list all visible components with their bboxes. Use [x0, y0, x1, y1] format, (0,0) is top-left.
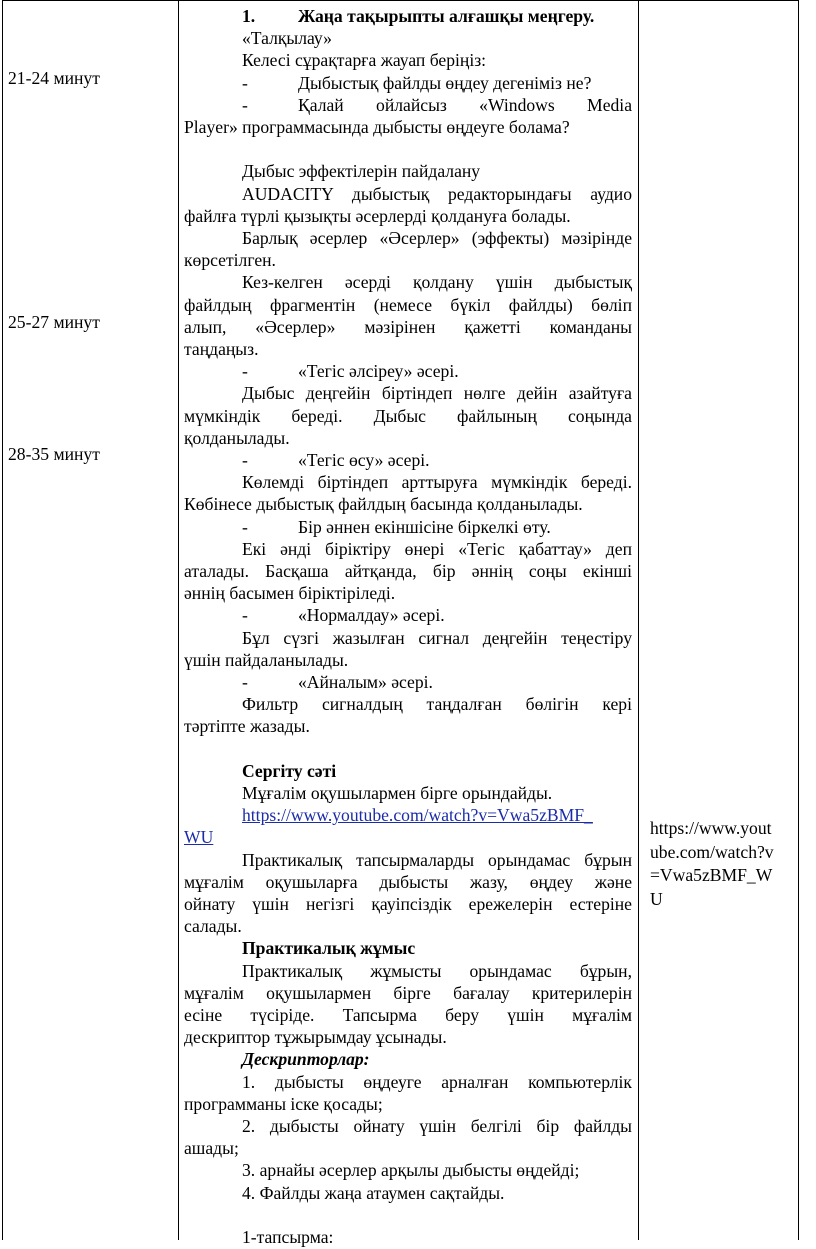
text-line: Дыбыс деңгейін біртіндеп нөлге дейін азайтуға [242, 383, 632, 404]
resource-url-line: =Vwa5zBMF_W [650, 865, 773, 885]
text-line: Кез-келген әсерді қолдану үшін дыбыстық [242, 272, 632, 293]
resource-url-line: https://www.yout [650, 818, 772, 838]
table-border-right [798, 0, 799, 1240]
time-cell-2: 25-27 минут [8, 312, 100, 332]
list-marker: - [242, 94, 248, 115]
list-item-text: Бір әннен екіншісіне біркелкі өту. [298, 516, 551, 537]
text-line: ашады; [184, 1138, 239, 1159]
text-line: көрсетілген. [184, 250, 276, 271]
table-border-left [2, 0, 3, 1240]
text-line: Player» программасында дыбысты өңдеуге болама? [184, 117, 570, 137]
text-line: AUDACITY дыбыстық редакторындағы аудио [242, 183, 632, 204]
text-line: тәртіпте жазады. [184, 716, 310, 737]
text-line: Практикалық тапсырмаларды орындамас бұрын [242, 849, 632, 870]
text-line: дескриптор тұжырымдау ұсынады. [184, 1027, 447, 1048]
text-line: файлға түрлі қызықты әсерлерді қолдануға болады. [184, 205, 571, 226]
text-line: Фильтр сигналдың таңдалған бөлігін кері [242, 694, 632, 715]
text-line: Екі әнді біріктіру өнері «Тегіс қабаттау» деп [242, 538, 632, 559]
text-line: Мұғалім оқушылармен бірге орындайды. [242, 783, 553, 803]
video-link[interactable]: WU [184, 827, 214, 848]
list-marker: 1. [242, 6, 256, 26]
table-border-col2 [638, 0, 639, 1240]
text-line: 1. дыбысты өңдеуге арналған компьютерлік [242, 1071, 632, 1092]
list-marker: - [242, 605, 248, 626]
table-border-col1 [178, 0, 179, 1240]
resource-url-line: U [650, 888, 663, 909]
list-marker: - [242, 72, 248, 93]
text-line: 2. дыбысты ойнату үшін белгілі бір файлды [242, 1116, 632, 1136]
text-line: Көлемді біртіндеп арттыруға мүмкіндік береді. [242, 472, 632, 493]
section-heading: Сергіту сәті [242, 760, 337, 781]
list-item-text: «Тегіс әлсіреу» әсері. [298, 361, 459, 382]
text-line: ойнату үшін негізгі қауіпсіздік ережелерін естеріне [184, 894, 632, 914]
text-line: 1-тапсырма: [242, 1227, 334, 1247]
text-line: 3. арнайы әсерлер арқылы дыбысты өңдейді; [242, 1160, 580, 1181]
text-line: Практикалық жұмысты орындамас бұрын, [242, 960, 632, 981]
text-line: мүмкіндік береді. Дыбыс файлының соңында [184, 405, 632, 426]
text-line: Бұл сүзгі жазылған сигнал деңгейін теңестіру [242, 627, 632, 648]
list-item-text: Дыбыстық файлды өңдеу дегеніміз не? [298, 72, 592, 93]
text-line: мұғалім оқушыларға дыбысты жазу, өңдеу және [184, 871, 632, 892]
list-item-text: «Нормалдау» әсері. [298, 605, 445, 626]
list-marker: - [242, 672, 248, 692]
text-line: Көбінесе дыбыстық файлдың басында қолданылады. [184, 494, 583, 515]
resource-url-line: ube.com/watch?v [650, 841, 774, 862]
list-marker: - [242, 361, 248, 382]
video-link[interactable]: https://www.youtube.com/watch?v=Vwa5zBMF_ [242, 805, 593, 826]
text-line: Дыбыс эффектілерін пайдалану [242, 161, 481, 182]
text-line: «Талқылау» [242, 28, 332, 49]
section-heading: Дескрипторлар: [242, 1049, 370, 1070]
list-item-text: «Айналым» әсері. [298, 672, 433, 692]
time-cell-3: 28-35 минут [8, 444, 100, 464]
text-line: салады. [184, 916, 242, 937]
list-item-text: Қалай ойлайсыз «Windows Media [298, 94, 632, 115]
text-line: Келесі сұрақтарға жауап беріңіз: [242, 50, 487, 71]
text-line: үшін пайдаланылады. [184, 649, 349, 670]
text-line: аталады. Басқаша айтқанда, бір әннің соңы екінші [184, 561, 632, 581]
table-border-top [2, 0, 799, 1]
text-line: мұғалім оқушылармен бірге бағалау критерилерін [184, 982, 632, 1003]
text-line: таңдаңыз. [184, 339, 259, 359]
list-item-text: «Тегіс өсу» әсері. [298, 450, 430, 470]
time-cell-1: 21-24 минут [8, 68, 100, 88]
text-line: алып, «Әсерлер» мәзірінен қажетті команданы [184, 316, 632, 337]
text-line: әннің басымен біріктіріледі. [184, 583, 396, 604]
text-line: қолданылады. [184, 427, 290, 448]
text-line: есіне түсіріде. Тапсырма беру үшін мұғалім [184, 1005, 632, 1025]
section-heading: Практикалық жұмыс [242, 938, 416, 959]
text-line: 4. Файлды жаңа атаумен сақтайды. [242, 1182, 505, 1203]
list-marker: - [242, 516, 248, 537]
text-line: Барлық әсерлер «Әсерлер» (эффекты) мәзірінде [242, 228, 632, 248]
list-marker: - [242, 450, 248, 470]
text-line: файлдың фрагментін (немесе бүкіл файлды) бөліп [184, 294, 632, 315]
text-line: программаны іске қосады; [184, 1093, 383, 1114]
list-item-text: Жаңа тақырыпты алғашқы меңгеру. [298, 6, 595, 26]
